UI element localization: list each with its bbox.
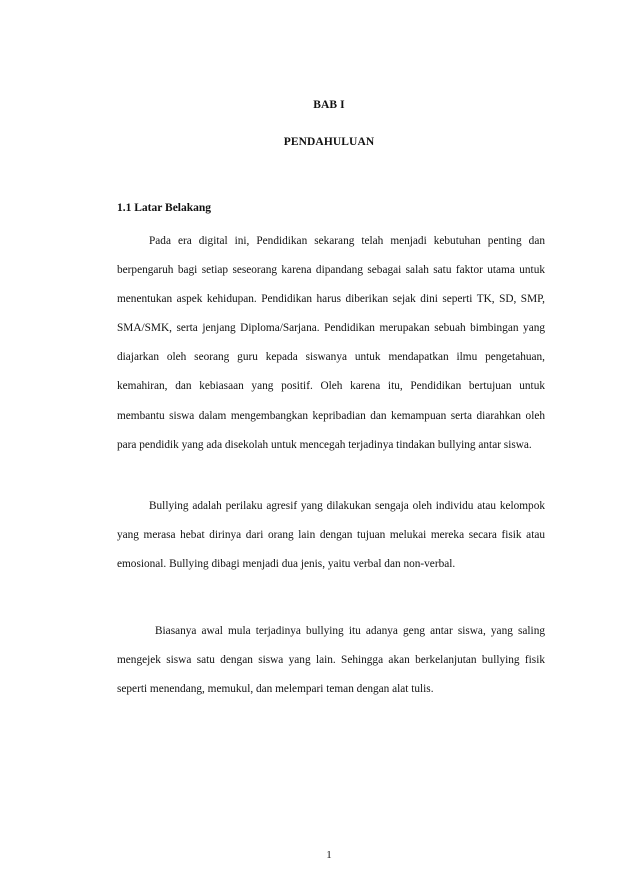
paragraph: Bullying adalah perilaku agresif yang dilakukan sengaja oleh individu atau kelompok yang merasa hebat dirinya dari orang lain dengan tujuan melukai mereka secara fisik atau emosional. Bullying dibagi menjadi dua jenis, yaitu verbal dan non-verbal. (117, 500, 545, 571)
chapter-number: BAB I (313, 99, 345, 111)
paragraph: Biasanya awal mula terjadinya bullying itu adanya geng antar siswa, yang saling mengejek siswa satu dengan siswa yang lain. Sehingga akan berkelanjutan bullying fisik seperti menendang, memukul, dan melempari teman dengan alat tulis. (117, 625, 545, 696)
paragraph: Pada era digital ini, Pendidikan sekarang telah menjadi kebutuhan penting dan berpengaruh bagi setiap seseorang karena dipandang sebagai salah satu faktor utama untuk menentukan aspek kehidupan. Pendidikan harus diberikan sejak dini seperti TK, SD, SMP, SMA/SMK, serta jenjang Diploma/Sarjana. Pendidikan merupakan sebuah bimbingan yang diajarkan oleh seorang guru kepada siswanya untuk mendapatkan ilmu pengetahuan, kemahiran, dan kebiasaan yang positif. Oleh karena itu, Pendidikan bertujuan untuk membantu siswa dalam mengembangkan kepribadian dan kemampuan serta diarahkan oleh para pendidik yang ada disekolah untuk mencegah terjadinya tindakan bullying antar siswa. (117, 235, 545, 451)
chapter-title: PENDAHULUAN (283, 136, 375, 148)
section-title: 1.1 Latar Belakang (117, 202, 212, 214)
page-number: 1 (326, 849, 332, 861)
